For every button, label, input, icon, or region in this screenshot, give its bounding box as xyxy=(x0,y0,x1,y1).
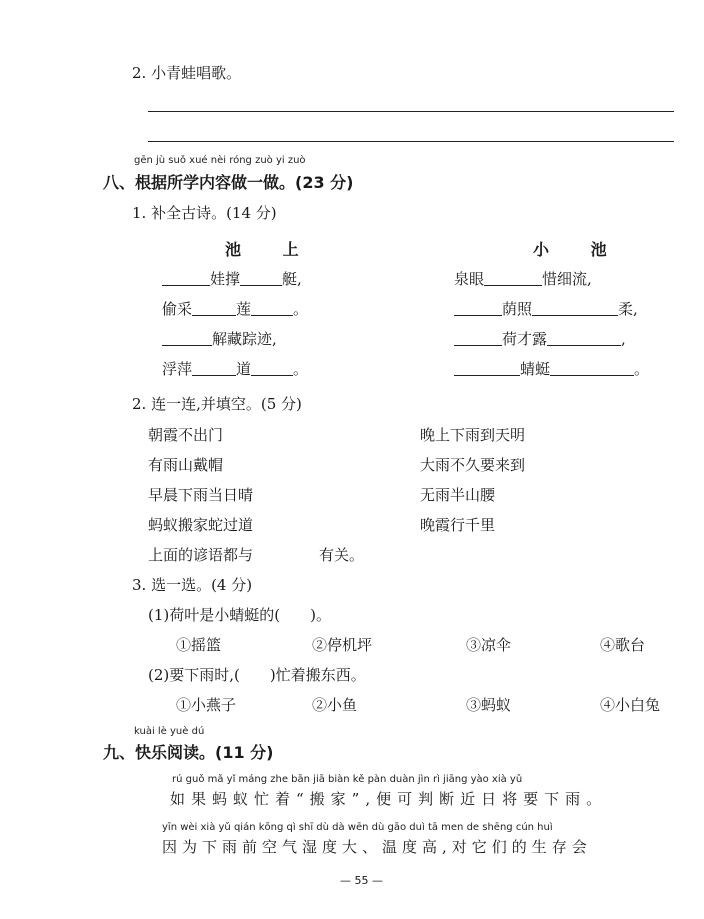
blank[interactable] xyxy=(532,301,618,316)
poem-line: 泉眼 惜细流, xyxy=(454,270,592,288)
proverb-right[interactable]: 大雨不久要来到 xyxy=(420,456,526,474)
poem-line: 荷才露 , xyxy=(454,328,626,349)
reading-pinyin: rú guǒ mǎ yǐ máng zhe bān jiā biàn kě pàn duàn jìn rì jiāng yào xià yǔ xyxy=(172,774,523,785)
choice-stem: (1)荷叶是小蜻蜓的( )。 xyxy=(148,606,331,624)
blank[interactable] xyxy=(454,331,502,346)
poem-line: 荫照 柔, xyxy=(454,298,638,319)
blank[interactable] xyxy=(162,271,210,286)
proverb-right[interactable]: 无雨半山腰 xyxy=(420,486,496,504)
blank[interactable] xyxy=(550,361,634,376)
blank[interactable] xyxy=(454,301,502,316)
answer-line[interactable] xyxy=(148,111,674,112)
blank[interactable] xyxy=(547,331,621,346)
choice-option[interactable]: ②停机坪 xyxy=(312,636,373,654)
blank[interactable] xyxy=(251,301,293,316)
proverb-left[interactable]: 蚂蚁搬家蛇过道 xyxy=(148,516,254,534)
choice-option[interactable]: ①摇篮 xyxy=(176,636,222,654)
blank[interactable] xyxy=(192,361,236,376)
proverb-right[interactable]: 晚霞行千里 xyxy=(420,516,496,534)
choice-option[interactable]: ②小鱼 xyxy=(312,696,358,714)
poem-line: 娃撑 艇, xyxy=(162,268,302,289)
blank[interactable] xyxy=(251,361,293,376)
question-heading: 1. 补全古诗。(14 分) xyxy=(132,204,277,222)
poem-line: 偷采 莲 。 xyxy=(162,300,309,318)
choice-stem: (2)要下雨时,( )忙着搬东西。 xyxy=(148,666,366,684)
question-heading: 2. 连一连,并填空。(5 分) xyxy=(132,395,302,413)
answer-blank[interactable] xyxy=(240,668,270,682)
answer-blank[interactable] xyxy=(280,608,310,622)
section-title: 九、快乐阅读。(11 分) xyxy=(103,743,274,762)
choice-option[interactable]: ③凉伞 xyxy=(466,636,512,654)
blank[interactable] xyxy=(454,361,520,376)
choice-option[interactable]: ③蚂蚁 xyxy=(466,696,512,714)
section-pinyin: gēn jù suǒ xué nèi róng zuò yi zuò xyxy=(134,155,306,166)
answer-line[interactable] xyxy=(148,141,674,142)
proverb-right[interactable]: 晚上下雨到天明 xyxy=(420,426,526,444)
poem-title-left: 池 上 xyxy=(225,240,317,259)
question-heading: 3. 选一选。(4 分) xyxy=(132,576,253,594)
poem-line: 解藏踪迹, xyxy=(162,328,277,349)
blank[interactable] xyxy=(192,301,236,316)
choice-option[interactable]: ④小白兔 xyxy=(600,696,661,714)
reading-text: 如果蚂蚁忙着“搬家”,便可判断近日将要下雨。 xyxy=(170,790,608,808)
page-number: — 55 — xyxy=(340,874,383,887)
proverb-left[interactable]: 早晨下雨当日晴 xyxy=(148,486,254,504)
poem-line: 浮萍 道 。 xyxy=(162,360,309,378)
poem-title-right: 小 池 xyxy=(533,240,625,259)
proverb-left[interactable]: 有雨山戴帽 xyxy=(148,456,224,474)
blank[interactable] xyxy=(240,271,282,286)
blank[interactable] xyxy=(253,548,319,562)
section-title: 八、根据所学内容做一做。(23 分) xyxy=(103,173,354,192)
blank[interactable] xyxy=(484,271,542,286)
choice-option[interactable]: ④歌台 xyxy=(600,636,646,654)
section-pinyin: kuài lè yuè dú xyxy=(134,726,205,737)
poem-line: 蜻蜓 。 xyxy=(454,358,649,379)
choice-option[interactable]: ①小燕子 xyxy=(176,696,237,714)
question-item: 2. 小青蛙唱歌。 xyxy=(132,64,242,82)
blank[interactable] xyxy=(162,331,212,346)
fill-sentence: 上面的谚语都与 有关。 xyxy=(148,546,365,564)
reading-text: 因为下雨前空气湿度大、温度高,对它们的生存会 xyxy=(162,838,592,856)
proverb-left[interactable]: 朝霞不出门 xyxy=(148,426,224,444)
reading-pinyin: yīn wèi xià yǔ qián kōng qì shī dù dà wēn dù gāo duì tā men de shēng cún huì xyxy=(162,822,553,833)
